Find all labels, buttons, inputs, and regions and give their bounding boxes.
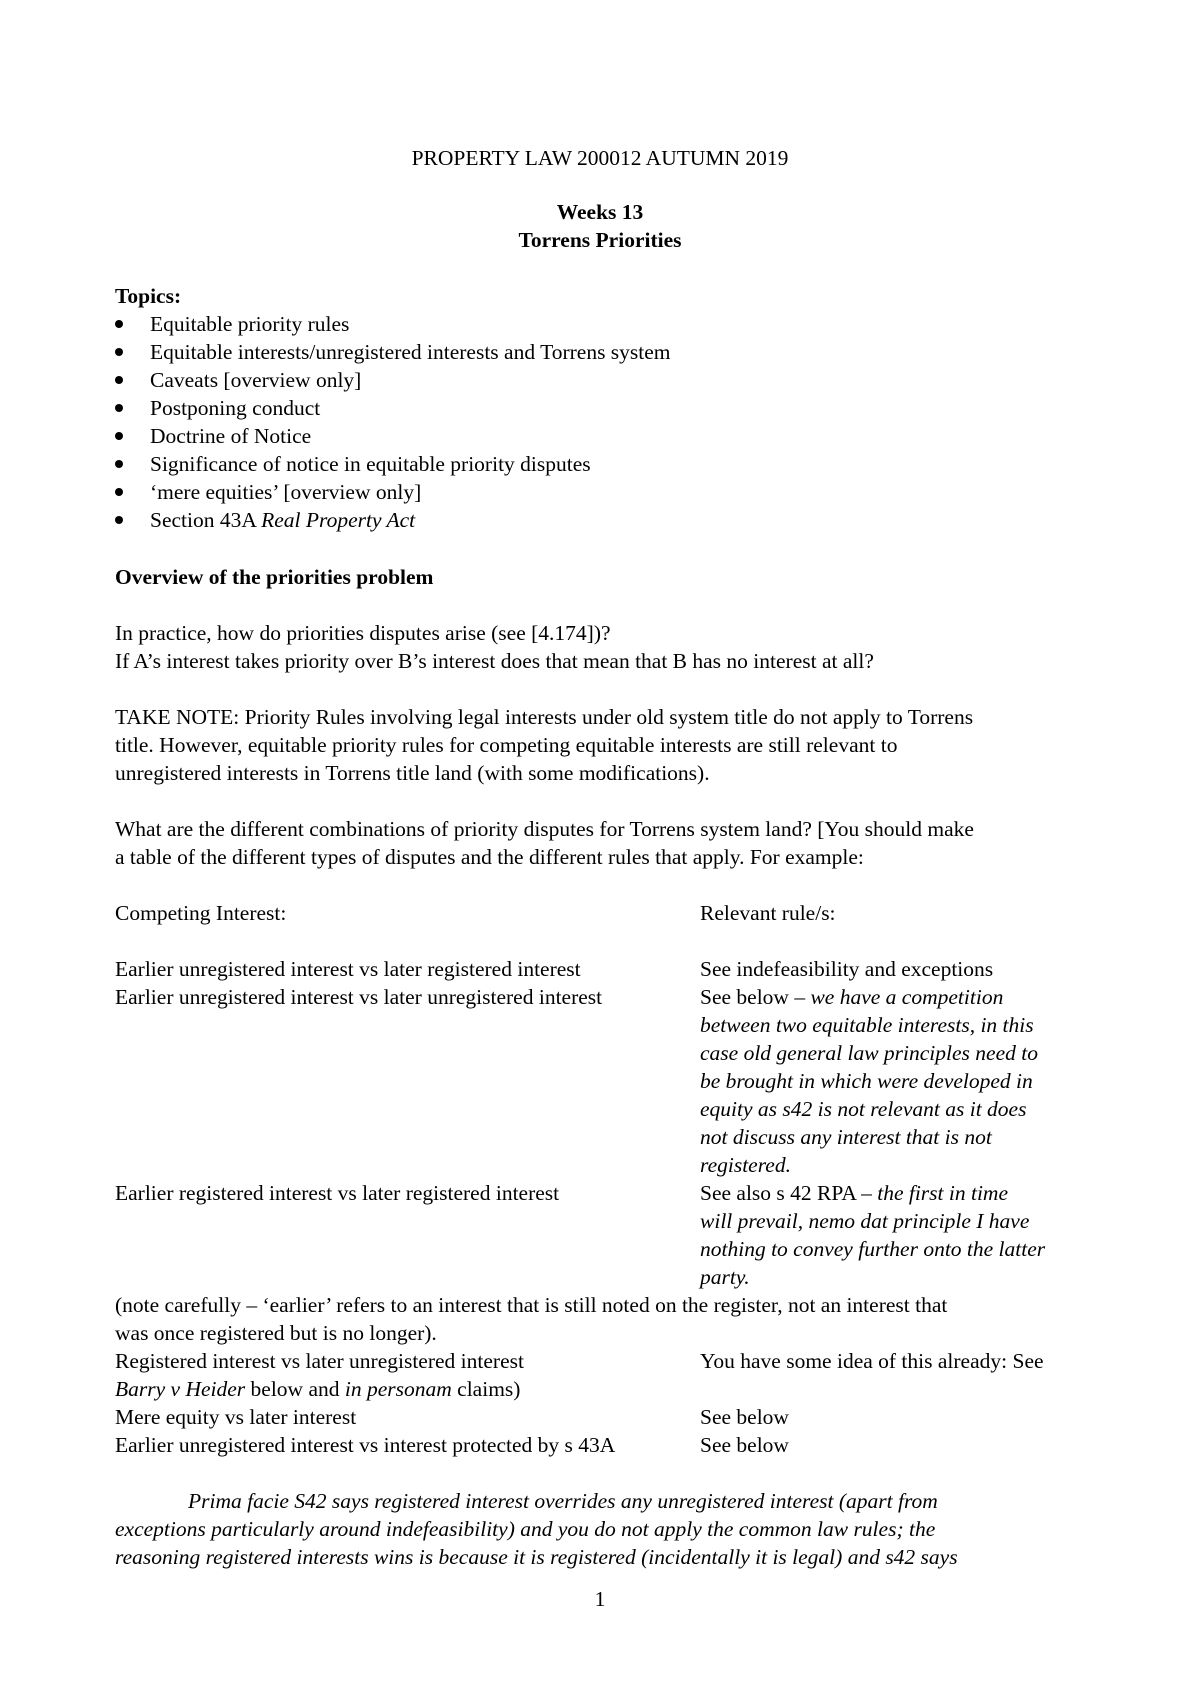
take-note-line-3: unregistered interests in Torrens title land (with some modifications).: [115, 761, 710, 785]
row-4-continuation: Barry v Heider below and in personam claims): [115, 1377, 521, 1401]
page-number: 1: [594, 1587, 606, 1611]
bullet-icon: [115, 404, 123, 412]
bullet-icon: [115, 460, 123, 468]
list-item: Caveats [overview only]: [150, 366, 671, 394]
row-2-rule-line-2: between two equitable interests, in this: [700, 1013, 1034, 1037]
list-item: Section 43A Real Property Act: [150, 506, 671, 534]
bullet-icon: [115, 320, 123, 328]
table-header-right: Relevant rule/s:: [700, 901, 836, 925]
bullet-icon: [115, 348, 123, 356]
row-3-interest: Earlier registered interest vs later registered interest: [115, 1181, 560, 1205]
row-3-rule-line-1: See also s 42 RPA – the first in time: [700, 1181, 1009, 1205]
row-2-rule-line-7: registered.: [700, 1153, 791, 1177]
note-line-2: was once registered but is no longer).: [115, 1321, 437, 1345]
row-1-interest: Earlier unregistered interest vs later registered interest: [115, 957, 581, 981]
row-4-interest: Registered interest vs later unregistered interest: [115, 1349, 524, 1373]
list-item: Postponing conduct: [150, 394, 671, 422]
list-item: Doctrine of Notice: [150, 422, 671, 450]
bullet-icon: [115, 488, 123, 496]
question-1: In practice, how do priorities disputes arise (see [4.174])?: [115, 621, 611, 645]
row-5-rule: See below: [700, 1405, 789, 1429]
row-2-rule-line-3: case old general law principles need to: [700, 1041, 1038, 1065]
week-label: Weeks 13: [556, 200, 644, 224]
list-item: Significance of notice in equitable priority disputes: [150, 450, 671, 478]
list-item: ‘mere equities’ [overview only]: [150, 478, 671, 506]
topics-list: [150, 310, 671, 534]
row-6-rule: See below: [700, 1433, 789, 1457]
row-2-rule-line-1: See below – we have a competition: [700, 985, 1004, 1009]
row-2-rule-line-5: equity as s42 is not relevant as it does: [700, 1097, 1027, 1121]
row-5-interest: Mere equity vs later interest: [115, 1405, 357, 1429]
row-6-interest: Earlier unregistered interest vs interest protected by s 43A: [115, 1433, 616, 1457]
take-note-line-2: title. However, equitable priority rules for competing equitable interests are still relevant to: [115, 733, 898, 757]
question-2: If A’s interest takes priority over B’s interest does that mean that B has no interest at all?: [115, 649, 874, 673]
row-3-rule-line-4: party.: [700, 1265, 750, 1289]
closing-line-1: Prima facie S42 says registered interest overrides any unregistered interest (apart from: [188, 1489, 938, 1513]
take-note-line-1: TAKE NOTE: Priority Rules involving legal interests under old system title do not apply to Torrens: [115, 705, 974, 729]
bullet-icon: [115, 376, 123, 384]
closing-line-2: exceptions particularly around indefeasibility) and you do not apply the common law rules; the: [115, 1517, 936, 1541]
row-3-rule-line-2: will prevail, nemo dat principle I have: [700, 1209, 1030, 1233]
row-1-rule: See indefeasibility and exceptions: [700, 957, 994, 981]
combinations-line-1: What are the different combinations of priority disputes for Torrens system land? [You should make: [115, 817, 974, 841]
list-item: Equitable priority rules: [150, 310, 671, 338]
overview-heading: Overview of the priorities problem: [115, 565, 434, 589]
row-4-rule: You have some idea of this already: See: [700, 1349, 1044, 1373]
course-title: PROPERTY LAW 200012 AUTUMN 2019: [411, 146, 789, 170]
closing-line-3: reasoning registered interests wins is because it is registered (incidentally it is legal) and s42 says: [115, 1545, 958, 1569]
row-2-rule-line-6: not discuss any interest that is not: [700, 1125, 992, 1149]
note-line-1: (note carefully – ‘earlier’ refers to an interest that is still noted on the register, not an interest that: [115, 1293, 948, 1317]
row-2-rule-line-4: be brought in which were developed in: [700, 1069, 1033, 1093]
bullet-icon: [115, 516, 123, 524]
topic-title: Torrens Priorities: [518, 228, 682, 252]
bullet-icon: [115, 432, 123, 440]
table-header-left: Competing Interest:: [115, 901, 287, 925]
combinations-line-2: a table of the different types of disputes and the different rules that apply. For example:: [115, 845, 864, 869]
list-item: Equitable interests/unregistered interests and Torrens system: [150, 338, 671, 366]
topics-heading: Topics:: [115, 284, 182, 308]
row-3-rule-line-3: nothing to convey further onto the latter: [700, 1237, 1046, 1261]
row-2-interest: Earlier unregistered interest vs later unregistered interest: [115, 985, 603, 1009]
